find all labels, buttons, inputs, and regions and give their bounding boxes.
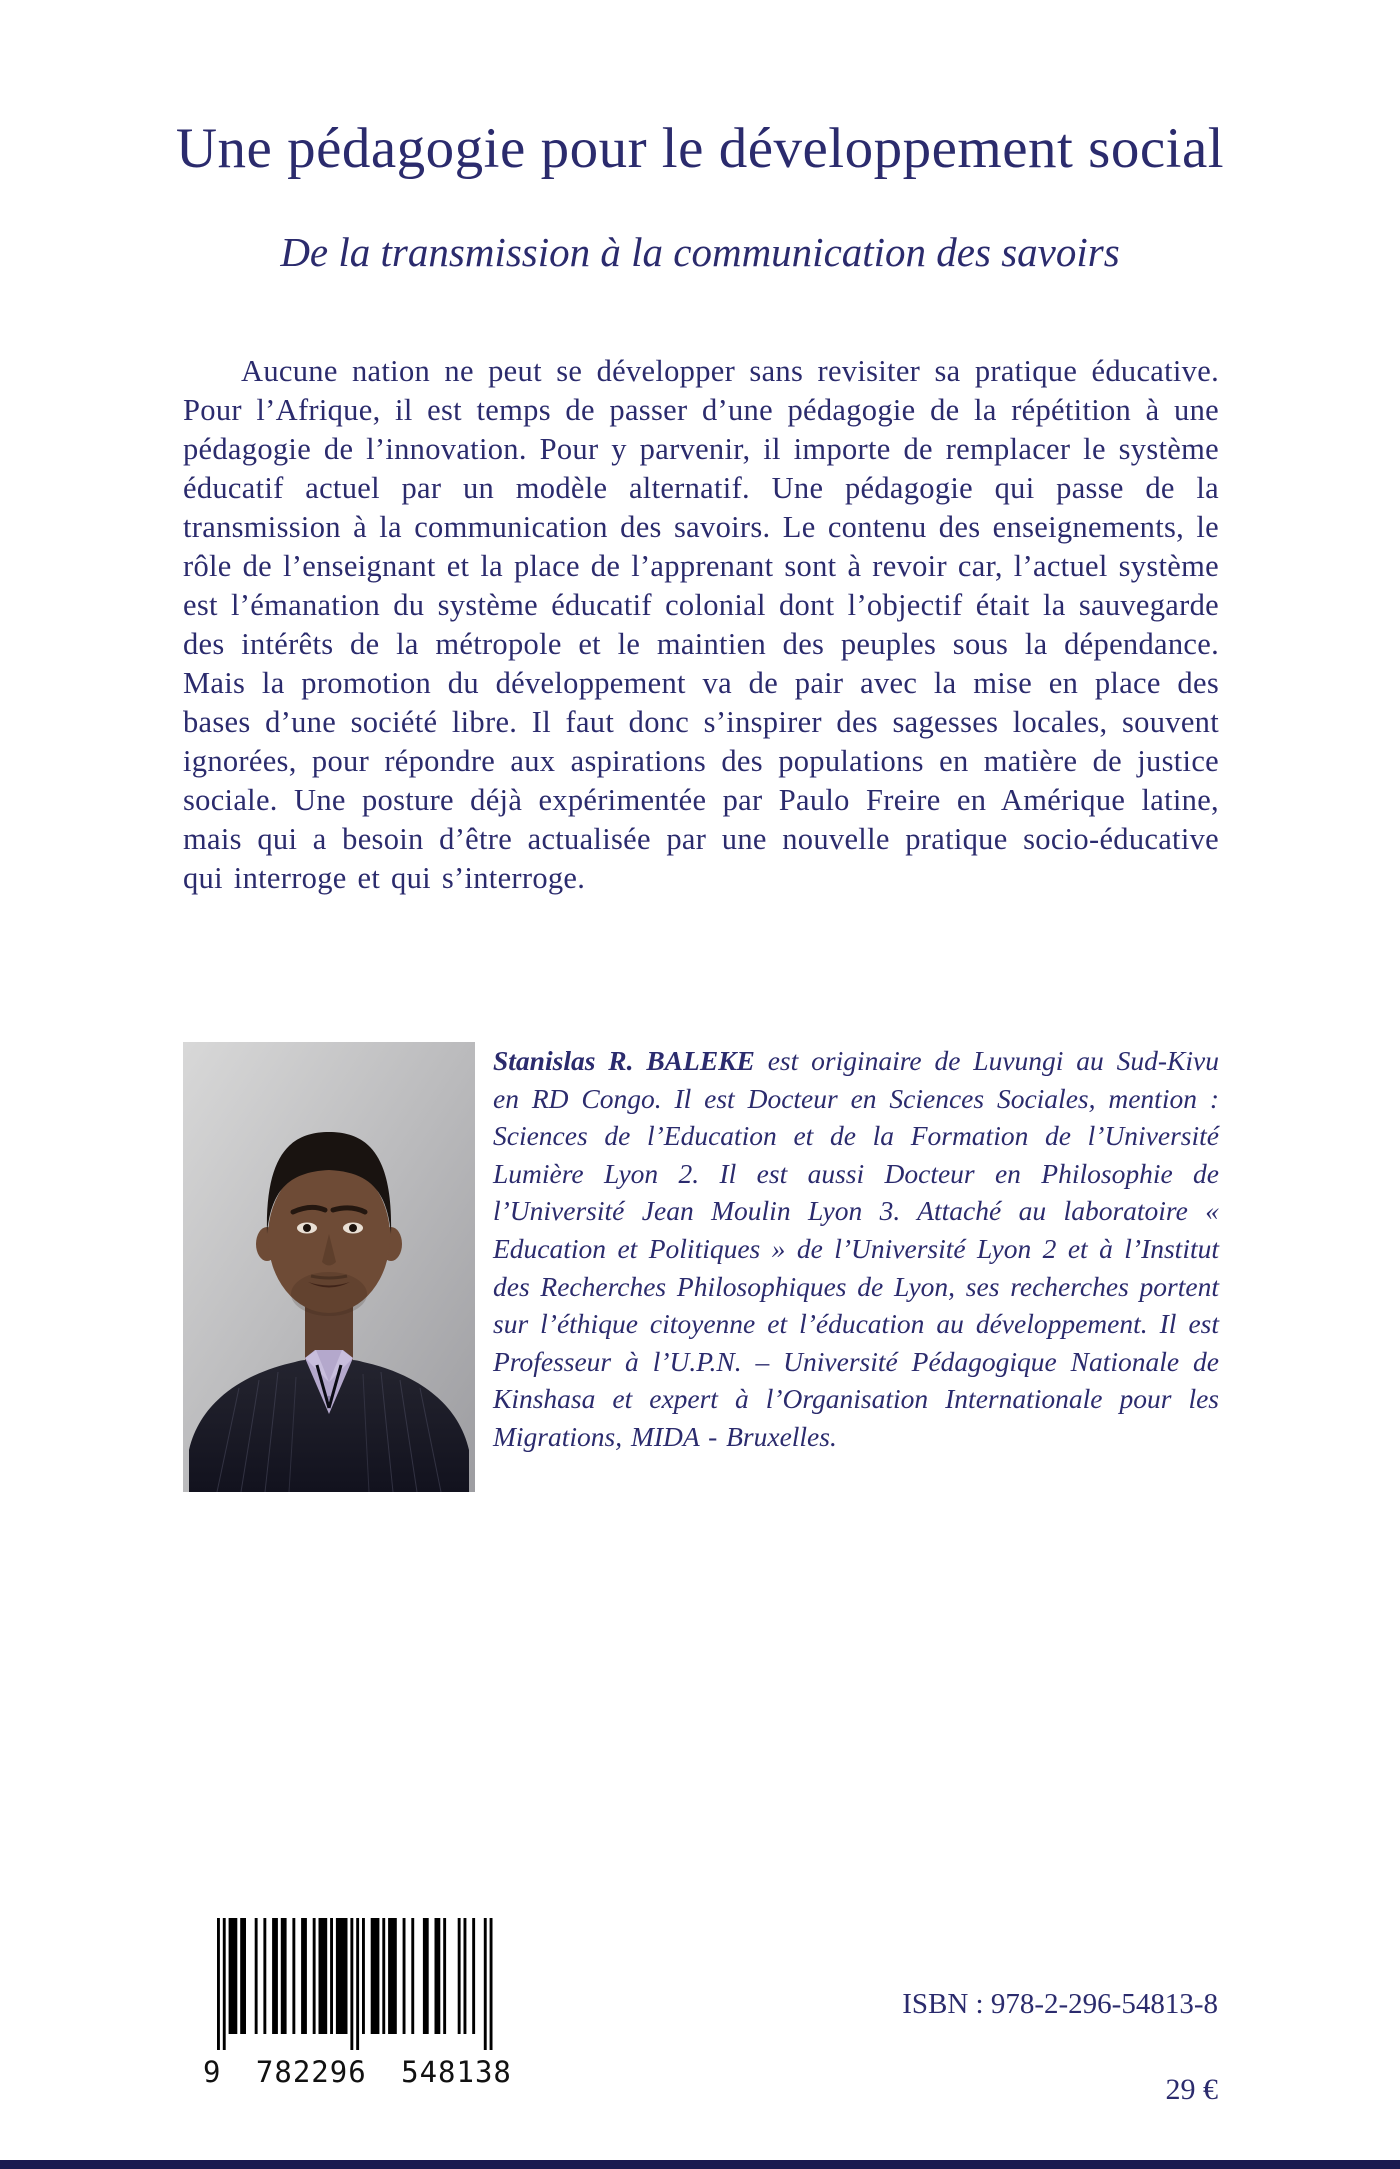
isbn-text: ISBN : 978-2-296-54813-8 [902, 1988, 1218, 2020]
barcode-bars [203, 1918, 503, 2053]
book-title: Une pédagogie pour le développement social [175, 117, 1225, 180]
bottom-accent-bar [0, 2160, 1400, 2169]
author-portrait-illustration [183, 1042, 475, 1492]
back-cover-blurb: Aucune nation ne peut se développer sans revisiter sa pratique éducative. Pour l’Afrique, il est temps de passer d’une pédagogie de la répétition à une pédagogie de l’innovation. Pour y parvenir, il importe de remplacer le système éducatif actuel par un modèle alternatif. Une pédagogie qui passe de la transmission à la communication des savoirs. Le contenu des enseignements, le rôle de l’enseignant et la place de l’apprenant sont à revoir car, l’actuel système est l’émanation du système éducatif colonial dont l’objectif était la sauvegarde des intérêts de la métropole et le maintien des peuples sous la dépendance. Mais la promotion du développement va de pair avec la mise en place des bases d’une société libre. Il faut donc s’inspirer des sagesses locales, souvent ignorées, pour répondre aux aspirations des populations en matière de justice sociale. Une posture déjà expérimentée par Paulo Freire en Amérique latine, mais qui a besoin d’être actualisée par une nouvelle pratique socio-éducative qui interroge et qui s’interroge. [183, 354, 1219, 895]
author-bio [493, 1042, 1219, 1456]
author-photo [183, 1042, 475, 1492]
book-subtitle: De la transmission à la communication des savoirs [280, 229, 1120, 275]
author-bio-text: est originaire de Luvungi au Sud-Kivu en RD Congo. Il est Docteur en Sciences Sociales, mention : Sciences de l’Education et de la Formation de l’Université Lumière Lyon 2. Il est aussi Docteur en Philosophie de l’Université Jean Moulin Lyon 3. Attaché au laboratoire « Education et Politiques » de l’Université Lyon 2 et à l’Institut des Recherches Philosophiques de Lyon, ses recherches portent sur l’éthique citoyenne et l’éducation au développement. Il est Professeur à l’U.P.N. – Université Pédagogique Nationale de Kinshasa et expert à l’Organisation Internationale pour les Migrations, MIDA - Bruxelles. [493, 1045, 1219, 1452]
barcode [203, 1918, 512, 2089]
price-text: 29 € [1165, 2073, 1218, 2106]
publication-info [902, 1988, 1218, 2107]
barcode-digits: 9 782296 548138 [203, 2055, 512, 2089]
author-name: Stanislas R. BALEKE [493, 1045, 755, 1076]
author-section [183, 1042, 1219, 1492]
